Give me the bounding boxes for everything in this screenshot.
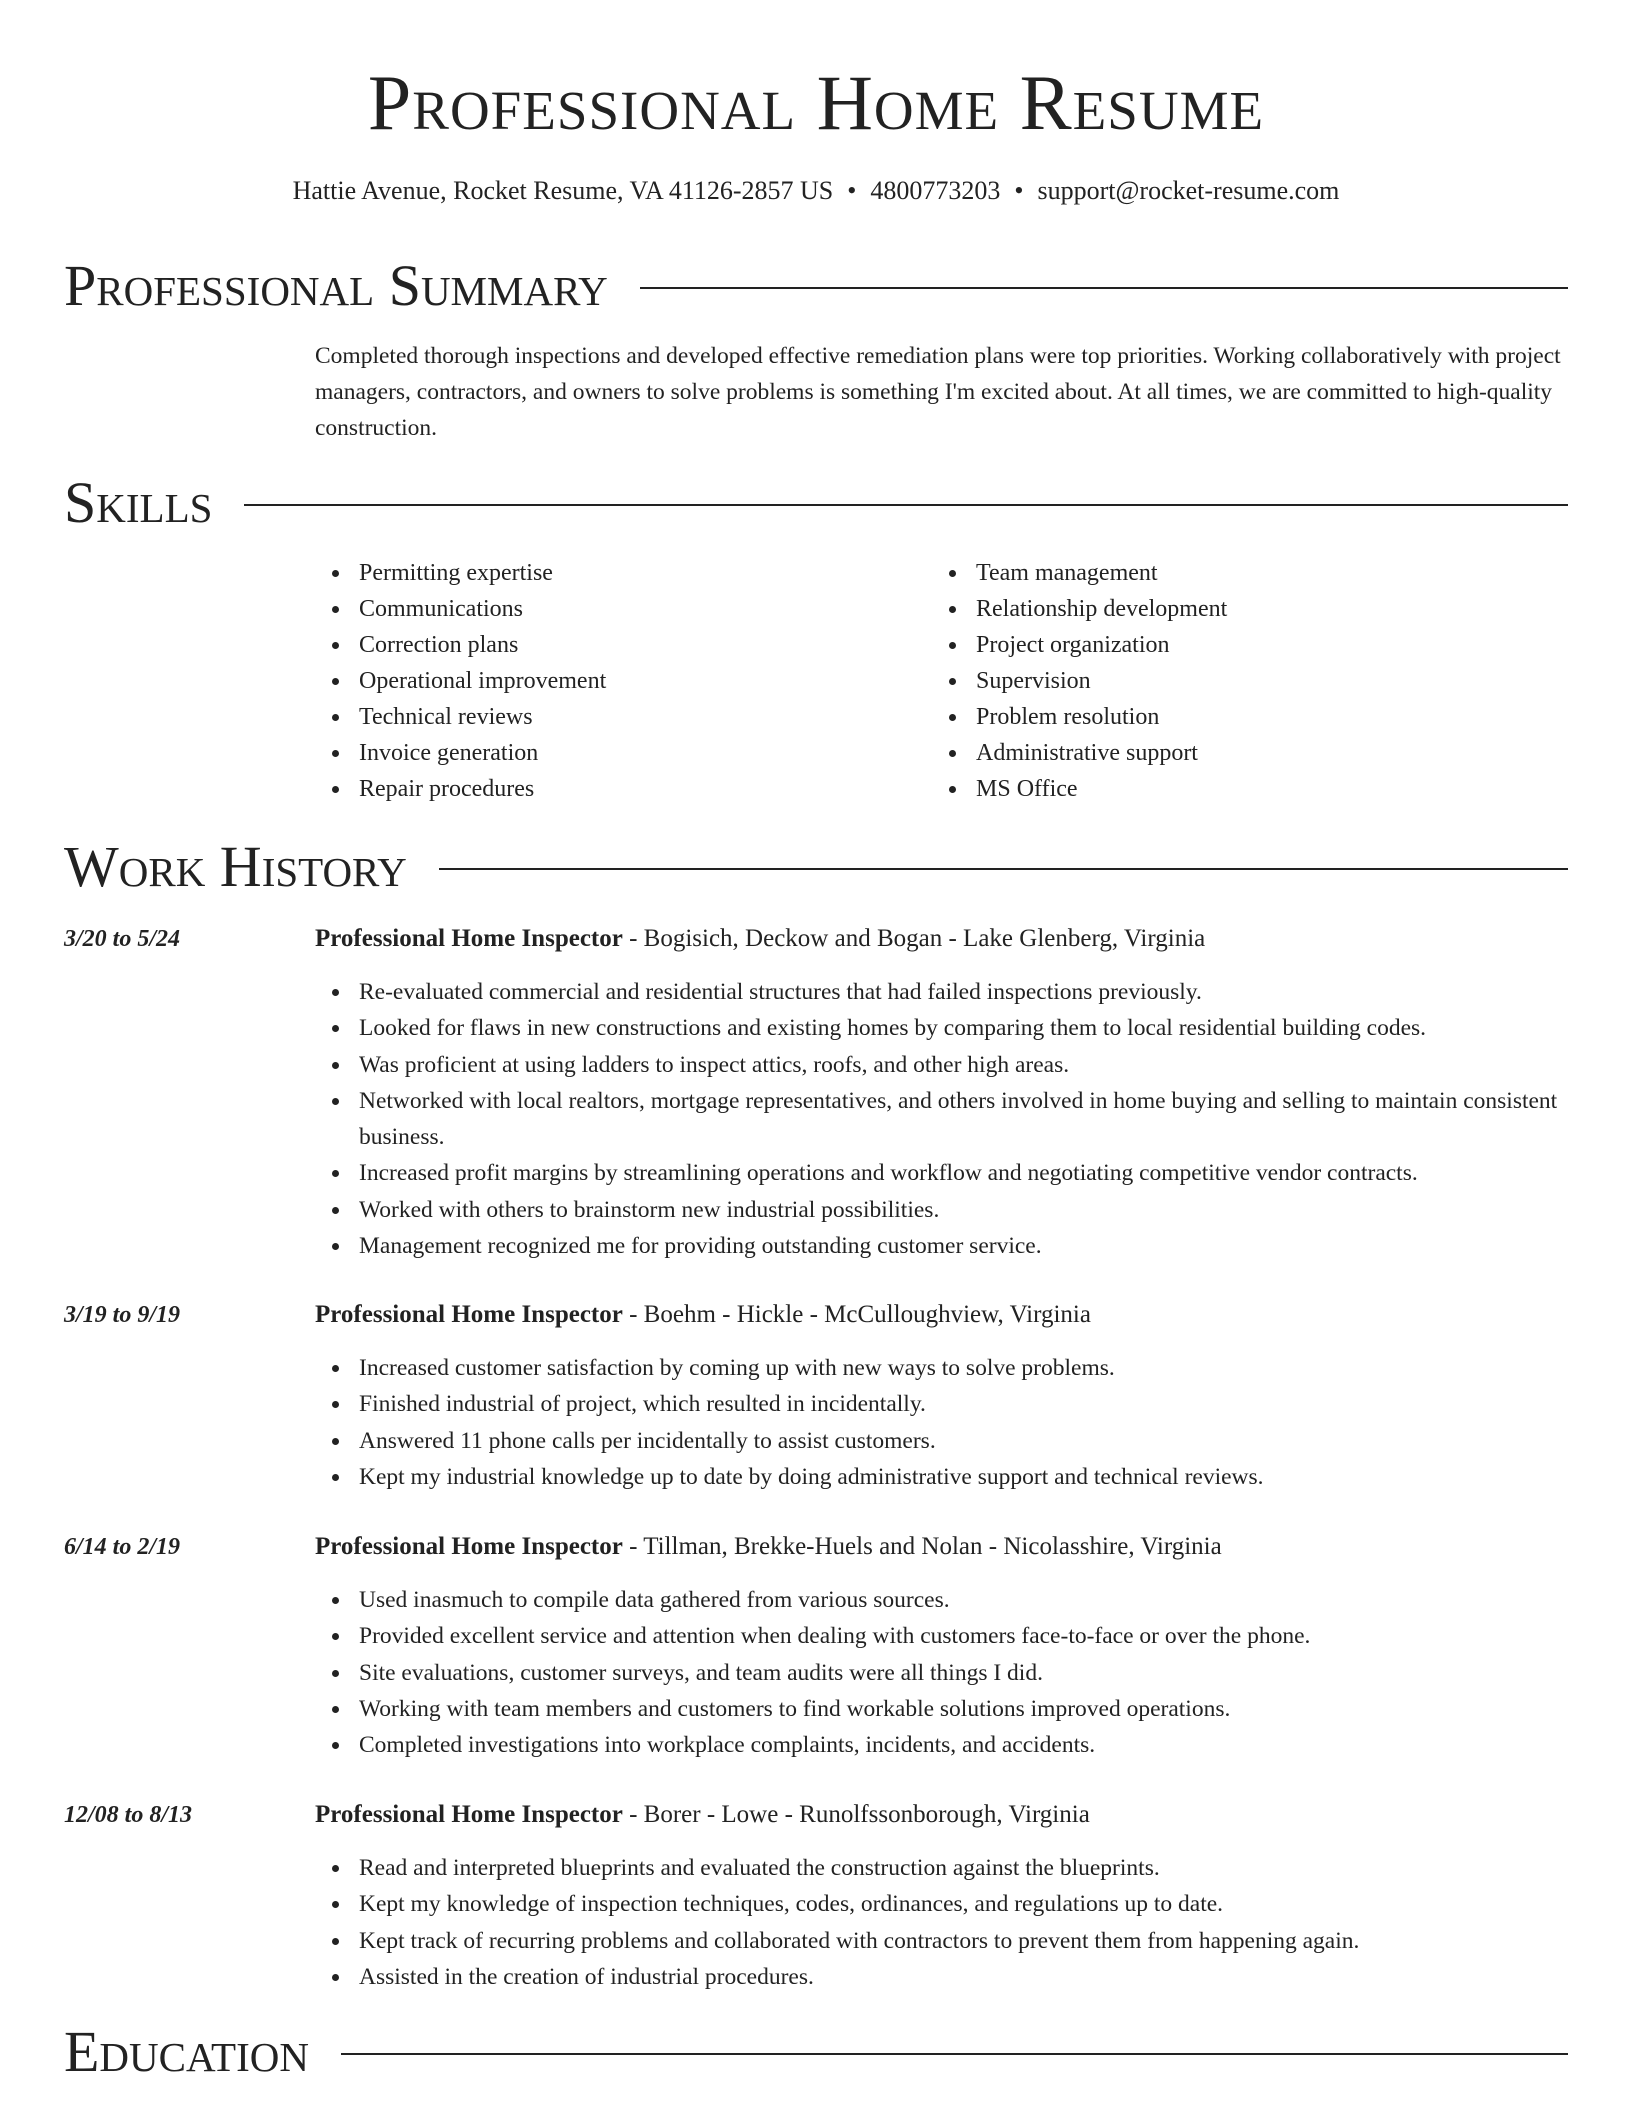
job-title-line	[315, 922, 1205, 956]
job-bullet: Finished industrial of project, which resulted in incidentally.	[315, 1386, 1570, 1422]
job-bullet: Answered 11 phone calls per incidentally to assist customers.	[315, 1423, 1570, 1459]
job-bullet: Read and interpreted blueprints and evaluated the construction against the blueprints.	[315, 1850, 1570, 1886]
job-bullet: Provided excellent service and attention when dealing with customers face-to-face or over the phone.	[315, 1618, 1570, 1654]
job-bullets	[315, 1850, 1570, 1995]
job-bullet: Used inasmuch to compile data gathered from various sources.	[315, 1582, 1570, 1618]
summary-heading: Professional Summary	[64, 253, 608, 318]
job-bullet: Management recognized me for providing outstanding customer service.	[315, 1228, 1570, 1264]
section-divider	[640, 287, 1568, 289]
skill-item: Permitting expertise	[315, 555, 606, 591]
work-section-header	[64, 835, 1568, 899]
job-bullet: Working with team members and customers to find workable solutions improved operations.	[315, 1691, 1570, 1727]
job-title: Professional Home Inspector	[315, 1533, 623, 1560]
job-title-line	[315, 1530, 1222, 1564]
job-bullet: Worked with others to brainstorm new industrial possibilities.	[315, 1192, 1570, 1228]
skill-item: MS Office	[932, 771, 1227, 807]
contact-phone: 4800773203	[870, 176, 1001, 205]
education-section-header	[64, 2020, 1568, 2084]
skill-item: Repair procedures	[315, 771, 606, 807]
job-bullet: Kept track of recurring problems and collaborated with contractors to prevent them from happening again.	[315, 1923, 1570, 1959]
skill-item: Technical reviews	[315, 699, 606, 735]
job-employer: - Tillman, Brekke-Huels and Nolan - Nicolasshire, Virginia	[622, 1533, 1222, 1560]
job-title: Professional Home Inspector	[315, 1801, 623, 1828]
resume-name: Professional Home Resume	[367, 59, 1265, 146]
summary-section-header	[64, 254, 1568, 318]
skill-item: Administrative support	[932, 735, 1227, 771]
contact-address: Hattie Avenue, Rocket Resume, VA 41126-2857 US	[292, 176, 834, 205]
skill-item: Relationship development	[932, 591, 1227, 627]
contact-line	[0, 174, 1632, 208]
summary-text: Completed thorough inspections and developed effective remediation plans were top priorities. Working collaboratively with project managers, contractors, and owners to solve problems is something I'm excited about. At all times, we are committed to high-quality construction.	[315, 343, 1561, 441]
job-title: Professional Home Inspector	[315, 1301, 623, 1328]
job-bullet: Site evaluations, customer surveys, and team audits were all things I did.	[315, 1655, 1570, 1691]
job-bullet: Completed investigations into workplace complaints, incidents, and accidents.	[315, 1727, 1570, 1763]
skill-item: Problem resolution	[932, 699, 1227, 735]
skills-list-right	[932, 555, 1227, 807]
job-employer: - Bogisich, Deckow and Bogan - Lake Glenberg, Virginia	[622, 925, 1206, 952]
contact-separator: •	[1014, 176, 1024, 205]
skill-item: Correction plans	[315, 627, 606, 663]
job-bullet: Assisted in the creation of industrial procedures.	[315, 1959, 1570, 1995]
work-heading: Work History	[64, 834, 407, 899]
job-bullets	[315, 1582, 1570, 1763]
skill-item: Operational improvement	[315, 663, 606, 699]
skills-heading: Skills	[64, 470, 213, 535]
job-bullets	[315, 974, 1570, 1264]
job-bullet: Kept my knowledge of inspection techniques, codes, ordinances, and regulations up to date.	[315, 1886, 1570, 1922]
job-bullets	[315, 1350, 1570, 1495]
skill-item: Communications	[315, 591, 606, 627]
job-dates: 12/08 to 8/13	[64, 1802, 193, 1828]
job-dates: 3/20 to 5/24	[64, 926, 181, 952]
skill-item: Team management	[932, 555, 1227, 591]
section-divider	[341, 2053, 1568, 2055]
contact-separator: •	[847, 176, 857, 205]
job-bullet: Increased customer satisfaction by coming up with new ways to solve problems.	[315, 1350, 1570, 1386]
job-bullet: Was proficient at using ladders to inspect attics, roofs, and other high areas.	[315, 1047, 1570, 1083]
section-divider	[439, 868, 1568, 870]
job-employer: - Borer - Lowe - Runolfssonborough, Virginia	[622, 1801, 1090, 1828]
education-heading: Education	[64, 2019, 309, 2084]
job-bullet: Re-evaluated commercial and residential structures that had failed inspections previously.	[315, 974, 1570, 1010]
job-dates: 3/19 to 9/19	[64, 1302, 181, 1328]
skills-section-header	[64, 471, 1568, 535]
job-bullet: Networked with local realtors, mortgage representatives, and others involved in home buying and selling to maintain consistent business.	[315, 1083, 1570, 1156]
job-title-line	[315, 1798, 1090, 1832]
job-dates: 6/14 to 2/19	[64, 1534, 181, 1560]
skill-item: Supervision	[932, 663, 1227, 699]
skill-item: Project organization	[932, 627, 1227, 663]
contact-email: support@rocket-resume.com	[1037, 176, 1340, 205]
job-title: Professional Home Inspector	[315, 925, 623, 952]
job-bullet: Kept my industrial knowledge up to date by doing administrative support and technical reviews.	[315, 1459, 1570, 1495]
section-divider	[244, 504, 1568, 506]
job-bullet: Increased profit margins by streamlining operations and workflow and negotiating competitive vendor contracts.	[315, 1155, 1570, 1191]
job-title-line	[315, 1298, 1091, 1332]
job-bullet: Looked for flaws in new constructions and existing homes by comparing them to local residential building codes.	[315, 1010, 1570, 1046]
job-employer: - Boehm - Hickle - McCulloughview, Virginia	[622, 1301, 1091, 1328]
skills-list-left	[315, 555, 606, 807]
skill-item: Invoice generation	[315, 735, 606, 771]
